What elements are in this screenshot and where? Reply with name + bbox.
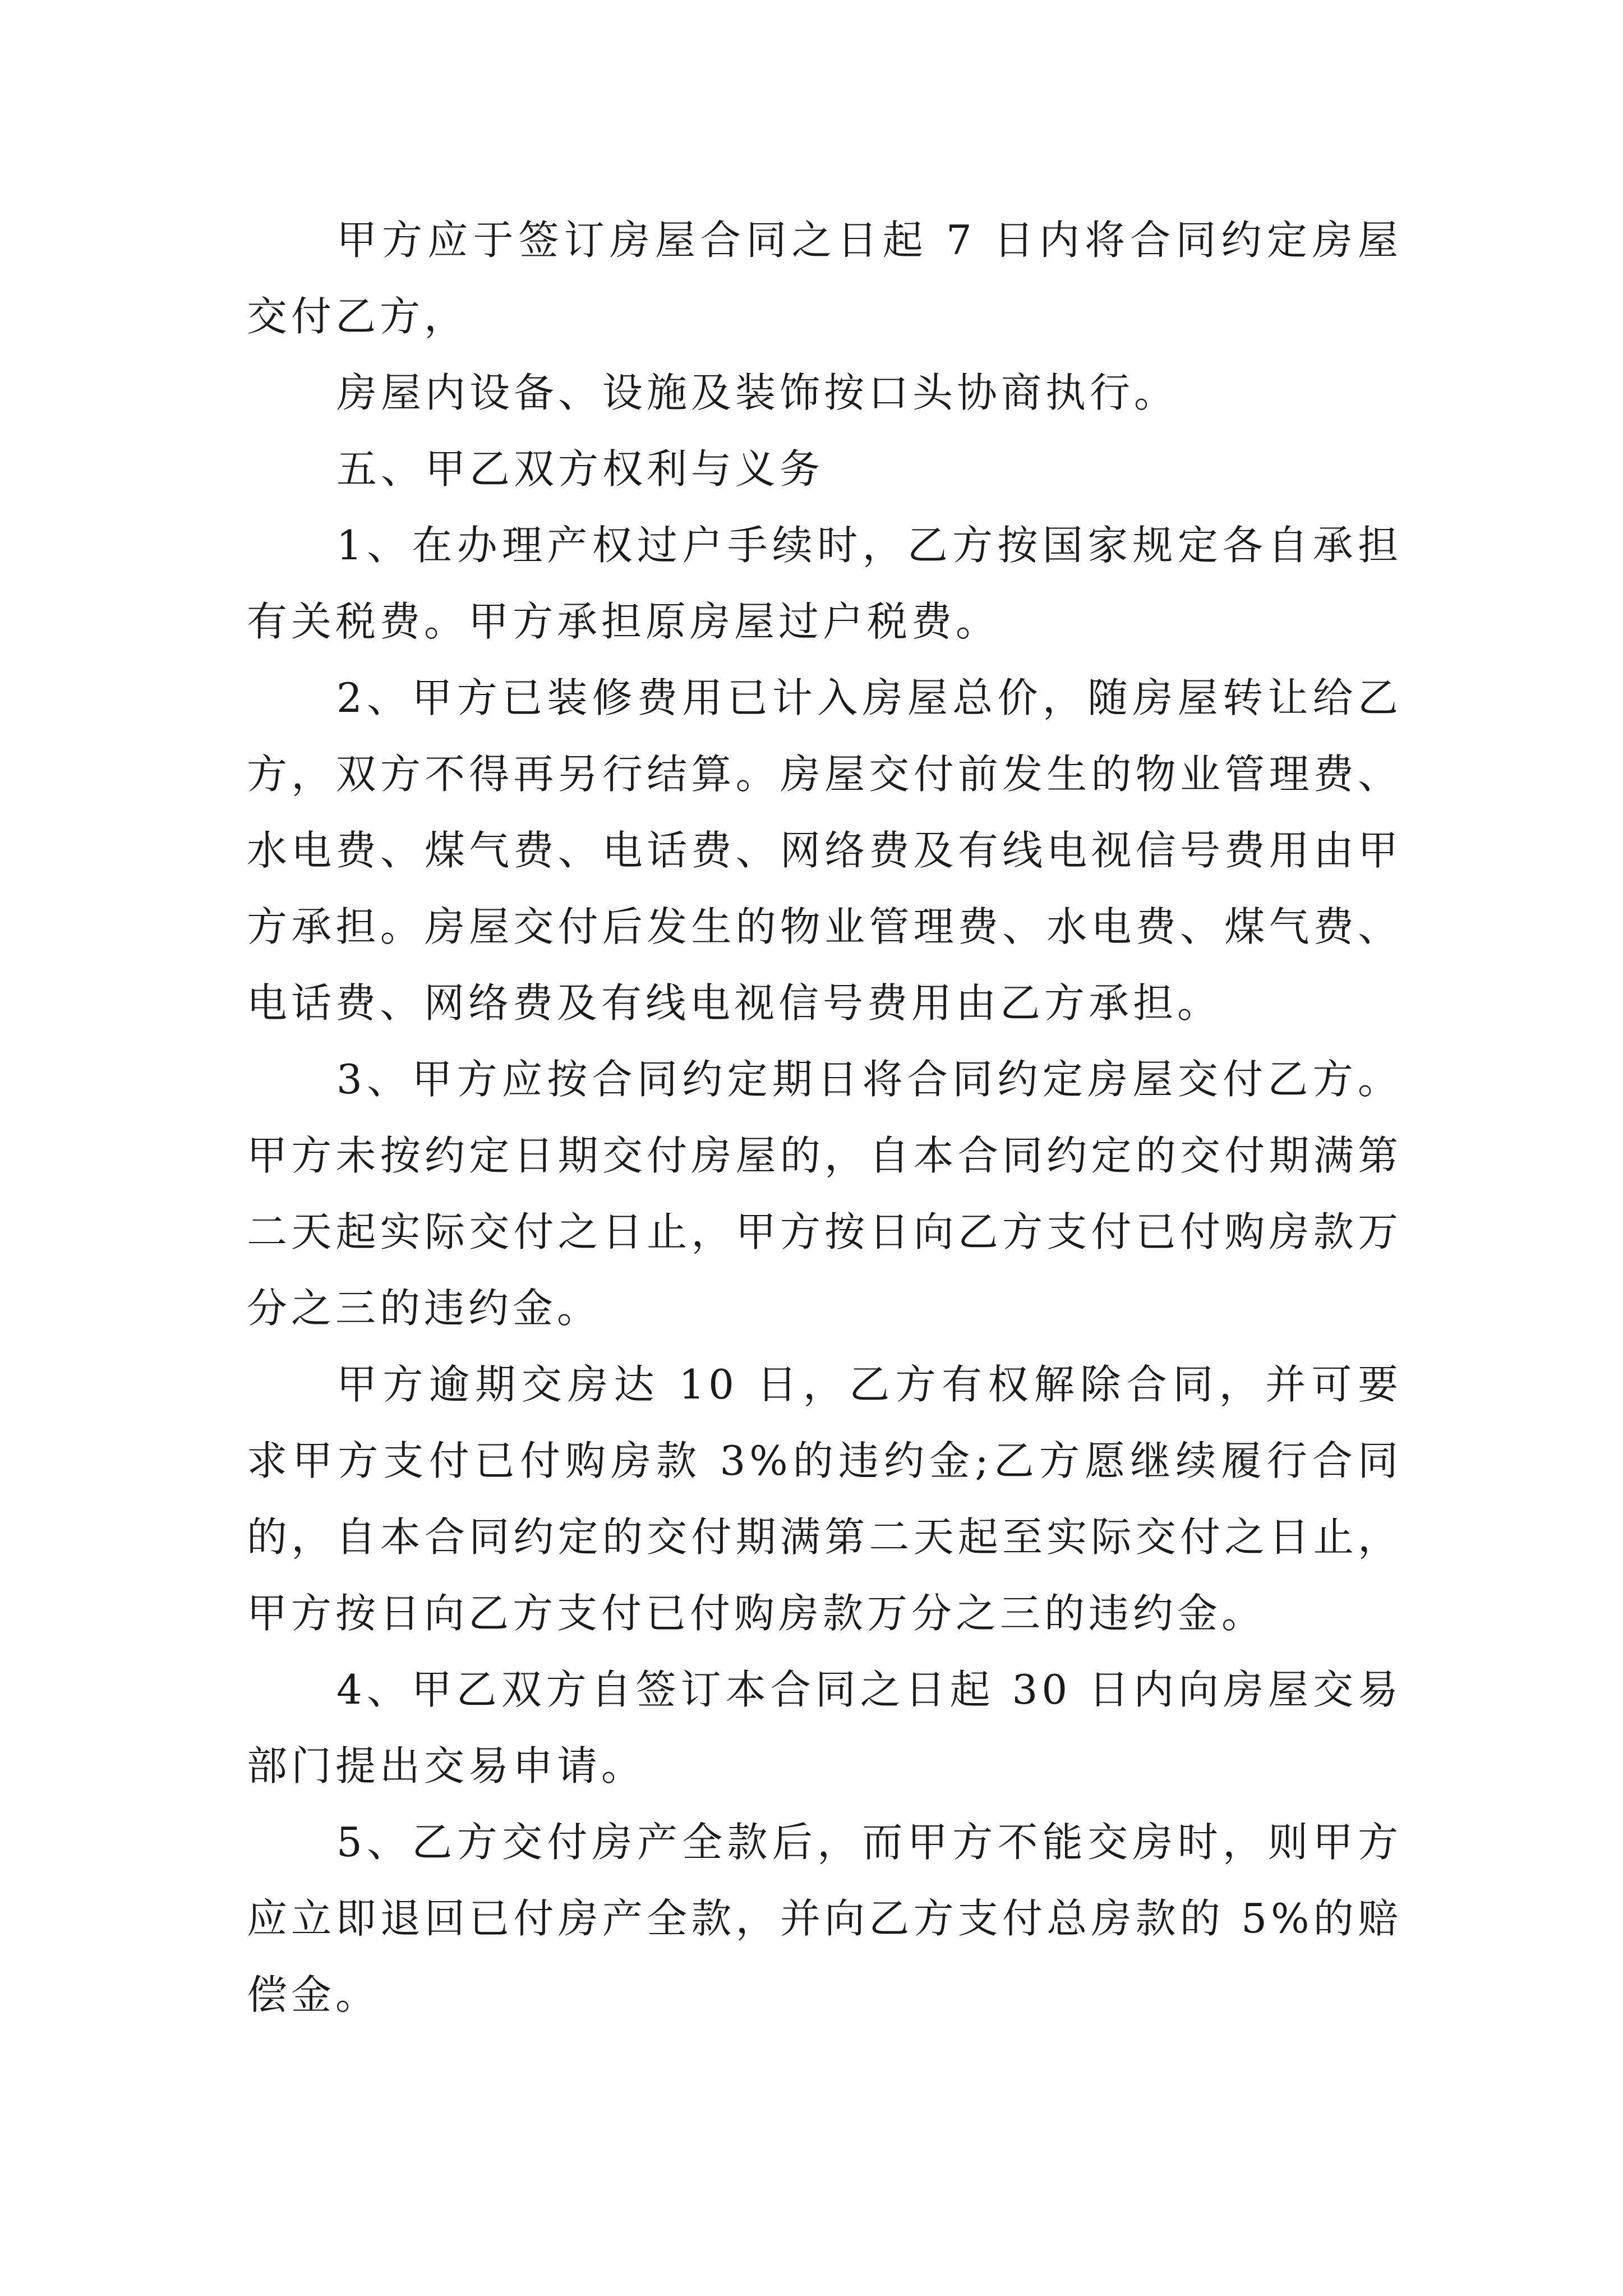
clause-1-taxes: 1、在办理产权过户手续时，乙方按国家规定各自承担有关税费。甲方承担原房屋过户税费。 [247, 522, 1402, 645]
clause-4-application: 4、甲乙双方自签订本合同之日起 30 日内向房屋交易部门提出交易申请。 [247, 1666, 1402, 1789]
section-heading-rights-obligations: 五、甲乙双方权利与义务 [336, 445, 824, 493]
clause-3-delivery-penalty: 3、甲方应按合同约定期日将合同约定房屋交付乙方。甲方未按约定日期交付房屋的，自本合同约定的交付期满第二天起实际交付之日止，甲方按日向乙方支付已付购房款万分之三的违约金。 [247, 1056, 1402, 1332]
paragraph-equipment: 房屋内设备、设施及装饰按口头协商执行。 [336, 369, 1179, 416]
document-body [247, 202, 1402, 2033]
clause-5-refund-compensation: 5、乙方交付房产全款后，而甲方不能交房时，则甲方应立即退回已付房产全款，并向乙方支付总房款的 5%的赔偿金。 [247, 1819, 1402, 2018]
clause-3-overdue-termination: 甲方逾期交房达 10 日，乙方有权解除合同，并可要求甲方支付已付购房款 3%的违约金;乙方愿继续履行合同的，自本合同约定的交付期满第二天起至实际交付之日止，甲方按日向乙方支付已付购房款万分之三的违约金。 [247, 1361, 1402, 1637]
clause-2-fees: 2、甲方已装修费用已计入房屋总价，随房屋转让给乙方，双方不得再另行结算。房屋交付前发生的物业管理费、水电费、煤气费、电话费、网络费及有线电视信号费用由甲方承担。房屋交付后发生的物业管理费、水电费、煤气费、电话费、网络费及有线电视信号费用由乙方承担。 [247, 674, 1402, 1027]
paragraph-delivery: 甲方应于签订房屋合同之日起 7 日内将合同约定房屋交付乙方， [247, 217, 1402, 340]
